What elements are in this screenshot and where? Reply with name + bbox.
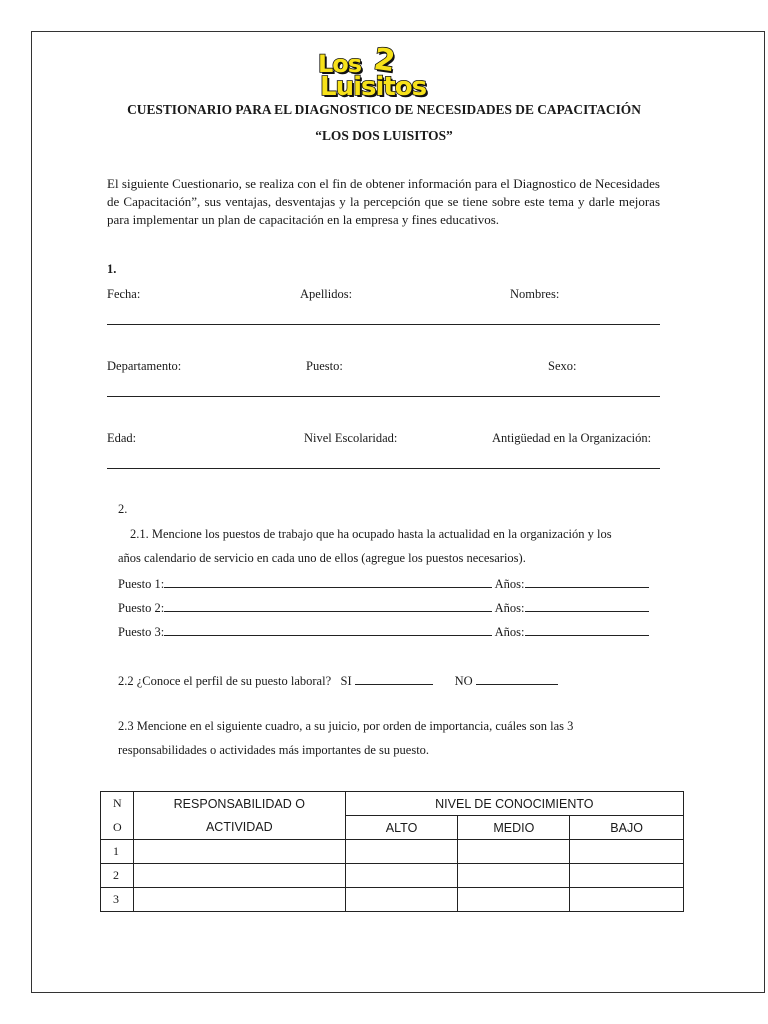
section-1-number: 1. (107, 262, 117, 276)
section-2-number: 2. (118, 502, 128, 516)
header-no-top: N (101, 792, 134, 816)
puesto-label: Puesto 3: (118, 625, 165, 639)
medio-cell[interactable] (458, 840, 570, 864)
table-header-row (101, 792, 684, 816)
no-label: NO (454, 674, 473, 688)
alto-cell[interactable] (345, 864, 458, 888)
header-actividad: ACTIVIDAD (133, 816, 345, 840)
responsibilities-table (100, 791, 684, 912)
anos-label: Años: (494, 577, 525, 591)
no-field[interactable] (476, 672, 558, 685)
responsabilidad-cell[interactable] (133, 888, 345, 912)
label-edad: Edad: (107, 431, 137, 445)
header-responsabilidad-top: RESPONSABILIDAD O (133, 792, 345, 816)
question-2-3-line2: responsabilidades o actividades más importantes de su puesto. (118, 743, 430, 757)
logo-text-los: Los (318, 50, 362, 78)
puesto-3-field[interactable] (164, 623, 492, 636)
table-row (101, 888, 684, 912)
anos-label: Años: (494, 625, 525, 639)
label-fecha: Fecha: (107, 287, 141, 301)
table-header-row (101, 816, 684, 840)
fill-line-row3[interactable] (107, 468, 660, 469)
table-row (101, 840, 684, 864)
question-2-1-line1: 2.1. Mencione los puestos de trabajo que ha ocupado hasta la actualidad en la organización y los (130, 527, 612, 541)
puesto-label: Puesto 1: (118, 577, 165, 591)
si-label: SI (340, 674, 352, 688)
puesto-row (118, 623, 649, 640)
question-2-2: 2.2 ¿Conoce el perfil de su puesto laboral? (118, 674, 332, 688)
company-logo (318, 41, 450, 102)
bajo-cell[interactable] (570, 864, 684, 888)
fill-line-row1[interactable] (107, 324, 660, 325)
document-title: CUESTIONARIO PARA EL DIAGNOSTICO DE NECESIDADES DE CAPACITACIÓN (127, 102, 641, 117)
puesto-2-field[interactable] (164, 599, 492, 612)
fill-line-row2[interactable] (107, 396, 660, 397)
header-no-bottom: O (101, 816, 134, 840)
medio-cell[interactable] (458, 864, 570, 888)
question-2-2-row (118, 672, 558, 689)
label-nombres: Nombres: (510, 287, 560, 301)
header-medio: MEDIO (458, 816, 570, 840)
label-puesto: Puesto: (306, 359, 343, 373)
puesto-row (118, 599, 649, 616)
row-number: 3 (101, 888, 134, 912)
label-nivel-escolaridad: Nivel Escolaridad: (304, 431, 398, 445)
anos-3-field[interactable] (525, 623, 649, 636)
anos-1-field[interactable] (525, 575, 649, 588)
medio-cell[interactable] (458, 888, 570, 912)
question-2-3-line1: 2.3 Mencione en el siguiente cuadro, a su juicio, por orden de importancia, cuáles son las 3 (118, 719, 574, 733)
bajo-cell[interactable] (570, 840, 684, 864)
document-subtitle: “LOS DOS LUISITOS” (315, 128, 453, 143)
label-antiguedad: Antigüedad en la Organización: (492, 431, 652, 445)
logo-text-number: 2 (371, 41, 398, 80)
puesto-row (118, 575, 649, 592)
header-nivel-conocimiento: NIVEL DE CONOCIMIENTO (345, 792, 683, 816)
row-number: 2 (101, 864, 134, 888)
puesto-label: Puesto 2: (118, 601, 165, 615)
label-apellidos: Apellidos: (300, 287, 353, 301)
question-2-1-line2: años calendario de servicio en cada uno de ellos (agregue los puestos necesarios). (118, 551, 526, 565)
logo-text-luisitos: Luisitos (320, 72, 427, 102)
anos-2-field[interactable] (525, 599, 649, 612)
alto-cell[interactable] (345, 888, 458, 912)
si-field[interactable] (355, 672, 433, 685)
header-alto: ALTO (345, 816, 458, 840)
label-departamento: Departamento: (107, 359, 182, 373)
alto-cell[interactable] (345, 840, 458, 864)
anos-label: Años: (494, 601, 525, 615)
header-bajo: BAJO (570, 816, 684, 840)
responsabilidad-cell[interactable] (133, 840, 345, 864)
responsabilidad-cell[interactable] (133, 864, 345, 888)
table-row (101, 864, 684, 888)
puesto-1-field[interactable] (164, 575, 492, 588)
intro-paragraph: El siguiente Cuestionario, se realiza con el fin de obtener información para el Diagnostico de Necesidades de Capacitación”, sus ventajas, desventajas y la percepción que se tiene sobre este tema y darle mejoras para implementar un plan de capacitación en la empresa y fines educativos. (107, 176, 660, 227)
row-number: 1 (101, 840, 134, 864)
label-sexo: Sexo: (548, 359, 577, 373)
bajo-cell[interactable] (570, 888, 684, 912)
